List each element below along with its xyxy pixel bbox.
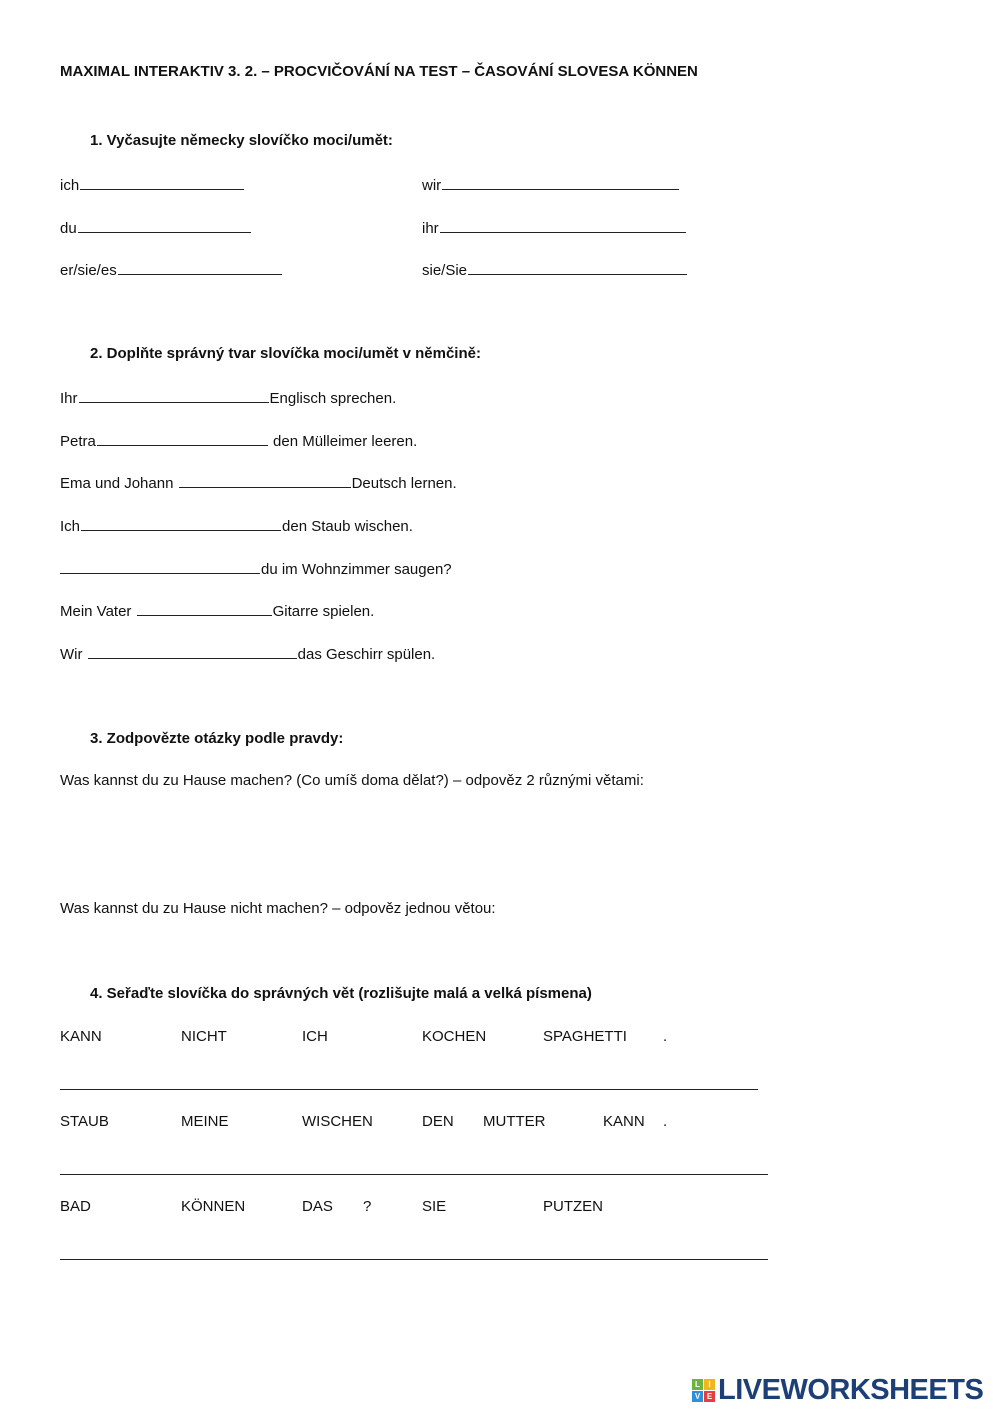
q1-row-du [60, 217, 252, 237]
word-tile: KANN [60, 1028, 102, 1045]
word-tile: WISCHEN [302, 1113, 373, 1130]
sentence-start: Ich [60, 518, 81, 535]
word-tile: BAD [60, 1198, 91, 1215]
word-tile: KOCHEN [422, 1028, 487, 1045]
q1-heading: 1. Vyčasujte německy slovíčko moci/umět: [90, 132, 393, 149]
q1-row-wir [422, 174, 680, 194]
logo-tile: L [692, 1379, 703, 1390]
logo-tile: I [704, 1379, 715, 1390]
q3-question-2: Was kannst du zu Hause nicht machen? – odpověz jednou větou: [60, 900, 496, 917]
worksheet-title: MAXIMAL INTERAKTIV 3. 2. – PROCVIČOVÁNÍ NA TEST – ČASOVÁNÍ SLOVESA KÖNNEN [60, 63, 698, 80]
pronoun-label: du [60, 220, 77, 237]
word-tile: DEN [422, 1113, 454, 1130]
sentence-end: den Staub wischen. [282, 518, 413, 535]
answer-blank[interactable] [79, 387, 269, 403]
logo-text: LIVEWORKSHEETS [718, 1374, 984, 1406]
sentence-end: du im Wohnzimmer saugen? [261, 561, 452, 578]
word-tile: ? [363, 1198, 372, 1215]
sentence-start: Wir [60, 646, 87, 663]
sentence-start: Mein Vater [60, 603, 136, 620]
answer-blank[interactable] [88, 643, 297, 659]
word-tile: KANN [603, 1113, 645, 1130]
q2-item [60, 558, 452, 578]
answer-blank[interactable] [80, 174, 244, 190]
answer-blank[interactable] [60, 558, 260, 574]
word-tile: . [663, 1113, 668, 1130]
q2-item [60, 643, 435, 663]
sentence-end: Gitarre spielen. [272, 603, 375, 620]
q2-item [60, 387, 396, 407]
logo-tile: E [704, 1391, 715, 1402]
sentence-end: den Mülleimer leeren. [268, 433, 418, 450]
answer-line[interactable] [60, 1089, 758, 1090]
word-tile: STAUB [60, 1113, 109, 1130]
sentence-start: Petra [60, 433, 96, 450]
word-tile: . [663, 1028, 668, 1045]
sentence-end: das Geschirr spülen. [297, 646, 436, 663]
logo-tile: V [692, 1391, 703, 1402]
q2-item [60, 515, 413, 535]
answer-blank[interactable] [468, 259, 687, 275]
word-tile: SPAGHETTI [543, 1028, 627, 1045]
logo-tiles-icon [692, 1379, 715, 1402]
word-tile: NICHT [181, 1028, 227, 1045]
q2-heading: 2. Doplňte správný tvar slovíčka moci/umět v němčině: [90, 345, 481, 362]
pronoun-label: ich [60, 177, 80, 194]
sentence-end: Englisch sprechen. [269, 390, 397, 407]
sentence-start: Ihr [60, 390, 78, 407]
q4-heading: 4. Seřaďte slovíčka do správných vět (rozlišujte malá a velká písmena) [90, 985, 592, 1002]
q1-row-er [60, 259, 283, 279]
answer-blank[interactable] [81, 515, 281, 531]
word-tile: MEINE [181, 1113, 229, 1130]
answer-blank[interactable] [440, 217, 686, 233]
word-tile: ICH [302, 1028, 328, 1045]
sentence-start: Ema und Johann [60, 475, 178, 492]
pronoun-label: wir [422, 177, 442, 194]
word-tile: SIE [422, 1198, 447, 1215]
q3-heading: 3. Zodpovězte otázky podle pravdy: [90, 730, 344, 747]
answer-blank[interactable] [97, 430, 268, 446]
q1-row-ich [60, 174, 245, 194]
pronoun-label: er/sie/es [60, 262, 117, 279]
q3-answer-area-2[interactable] [60, 925, 760, 975]
liveworksheets-logo [692, 1374, 983, 1407]
answer-blank[interactable] [118, 259, 282, 275]
pronoun-label: ihr [422, 220, 439, 237]
word-tile: MUTTER [483, 1113, 546, 1130]
answer-blank[interactable] [179, 472, 351, 488]
word-tile: KÖNNEN [181, 1198, 246, 1215]
pronoun-label: sie/Sie [422, 262, 468, 279]
q2-item [60, 600, 374, 620]
q3-answer-area-1[interactable] [60, 800, 760, 890]
answer-blank[interactable] [78, 217, 251, 233]
q3-question-1: Was kannst du zu Hause machen? (Co umíš doma dělat?) – odpověz 2 různými větami: [60, 772, 644, 789]
q2-item [60, 472, 457, 492]
word-tile: DAS [302, 1198, 333, 1215]
sentence-end: Deutsch lernen. [351, 475, 457, 492]
q1-row-ihr [422, 217, 687, 237]
answer-line[interactable] [60, 1174, 768, 1175]
answer-blank[interactable] [137, 600, 272, 616]
answer-line[interactable] [60, 1259, 768, 1260]
q1-row-sie [422, 259, 688, 279]
q2-item [60, 430, 417, 450]
word-tile: PUTZEN [543, 1198, 603, 1215]
answer-blank[interactable] [442, 174, 679, 190]
